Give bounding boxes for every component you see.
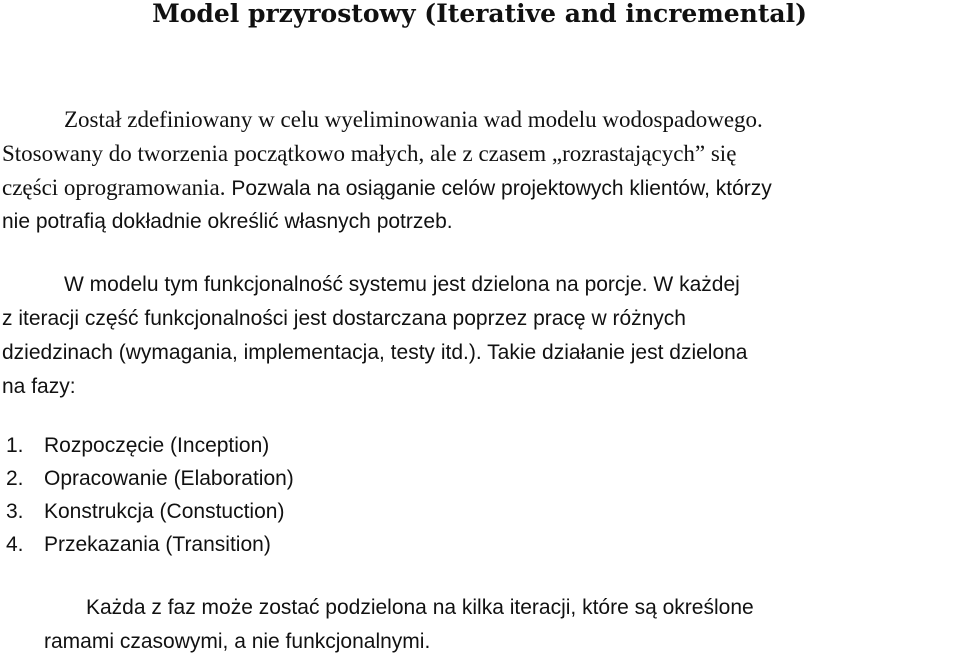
intro-line-2: Stosowany do tworzenia początkowo małych, ale z czasem „rozrastających” się <box>2 141 737 166</box>
intro-line-3-end: Pozwala na osiąganie celów projektowych klientów, którzy <box>225 177 772 200</box>
list-item-number: 4. <box>6 533 24 556</box>
description-line-2: z iteracji część funkcjonalności jest dostarczana poprzez pracę w różnych <box>2 307 686 330</box>
footer-line-2: ramami czasowymi, a nie funkcjonalnymi. <box>44 630 431 653</box>
intro-line-1: Został zdefiniowany w celu wyeliminowania wad modelu wodospadowego. <box>64 107 763 132</box>
list-item-label: Opracowanie (Elaboration) <box>44 467 294 490</box>
description-line-1: W modelu tym funkcjonalność systemu jest dzielona na porcje. W każdej <box>64 273 740 296</box>
footer-line-1: Każda z faz może zostać podzielona na kilka iteracji, które są określone <box>86 596 754 619</box>
intro-line-3-start: części oprogramowania. <box>2 175 226 200</box>
list-item <box>2 528 294 561</box>
list-item-label: Rozpoczęcie (Inception) <box>44 434 270 457</box>
list-item-label: Przekazania (Transition) <box>44 533 271 556</box>
intro-line-3 <box>2 171 772 205</box>
description-paragraph <box>2 268 748 404</box>
intro-paragraph <box>2 103 772 239</box>
list-item <box>2 495 294 528</box>
list-item-number: 1. <box>6 434 24 457</box>
intro-line-4: nie potrafią dokładnie określić własnych potrzeb. <box>2 210 453 233</box>
description-line-3: dziedzinach (wymagania, implementacja, testy itd.). Takie działanie jest dzielona <box>2 341 748 364</box>
list-item-number: 3. <box>6 500 24 523</box>
list-item-label: Konstrukcja (Constuction) <box>44 500 285 523</box>
description-line-4: na fazy: <box>2 375 76 398</box>
list-item <box>2 429 294 462</box>
footer-paragraph <box>44 591 754 659</box>
list-item-number: 2. <box>6 467 24 490</box>
list-item <box>2 462 294 495</box>
page-title: Model przyrostowy (Iterative and incremental) <box>152 0 807 28</box>
phases-list <box>2 429 294 561</box>
